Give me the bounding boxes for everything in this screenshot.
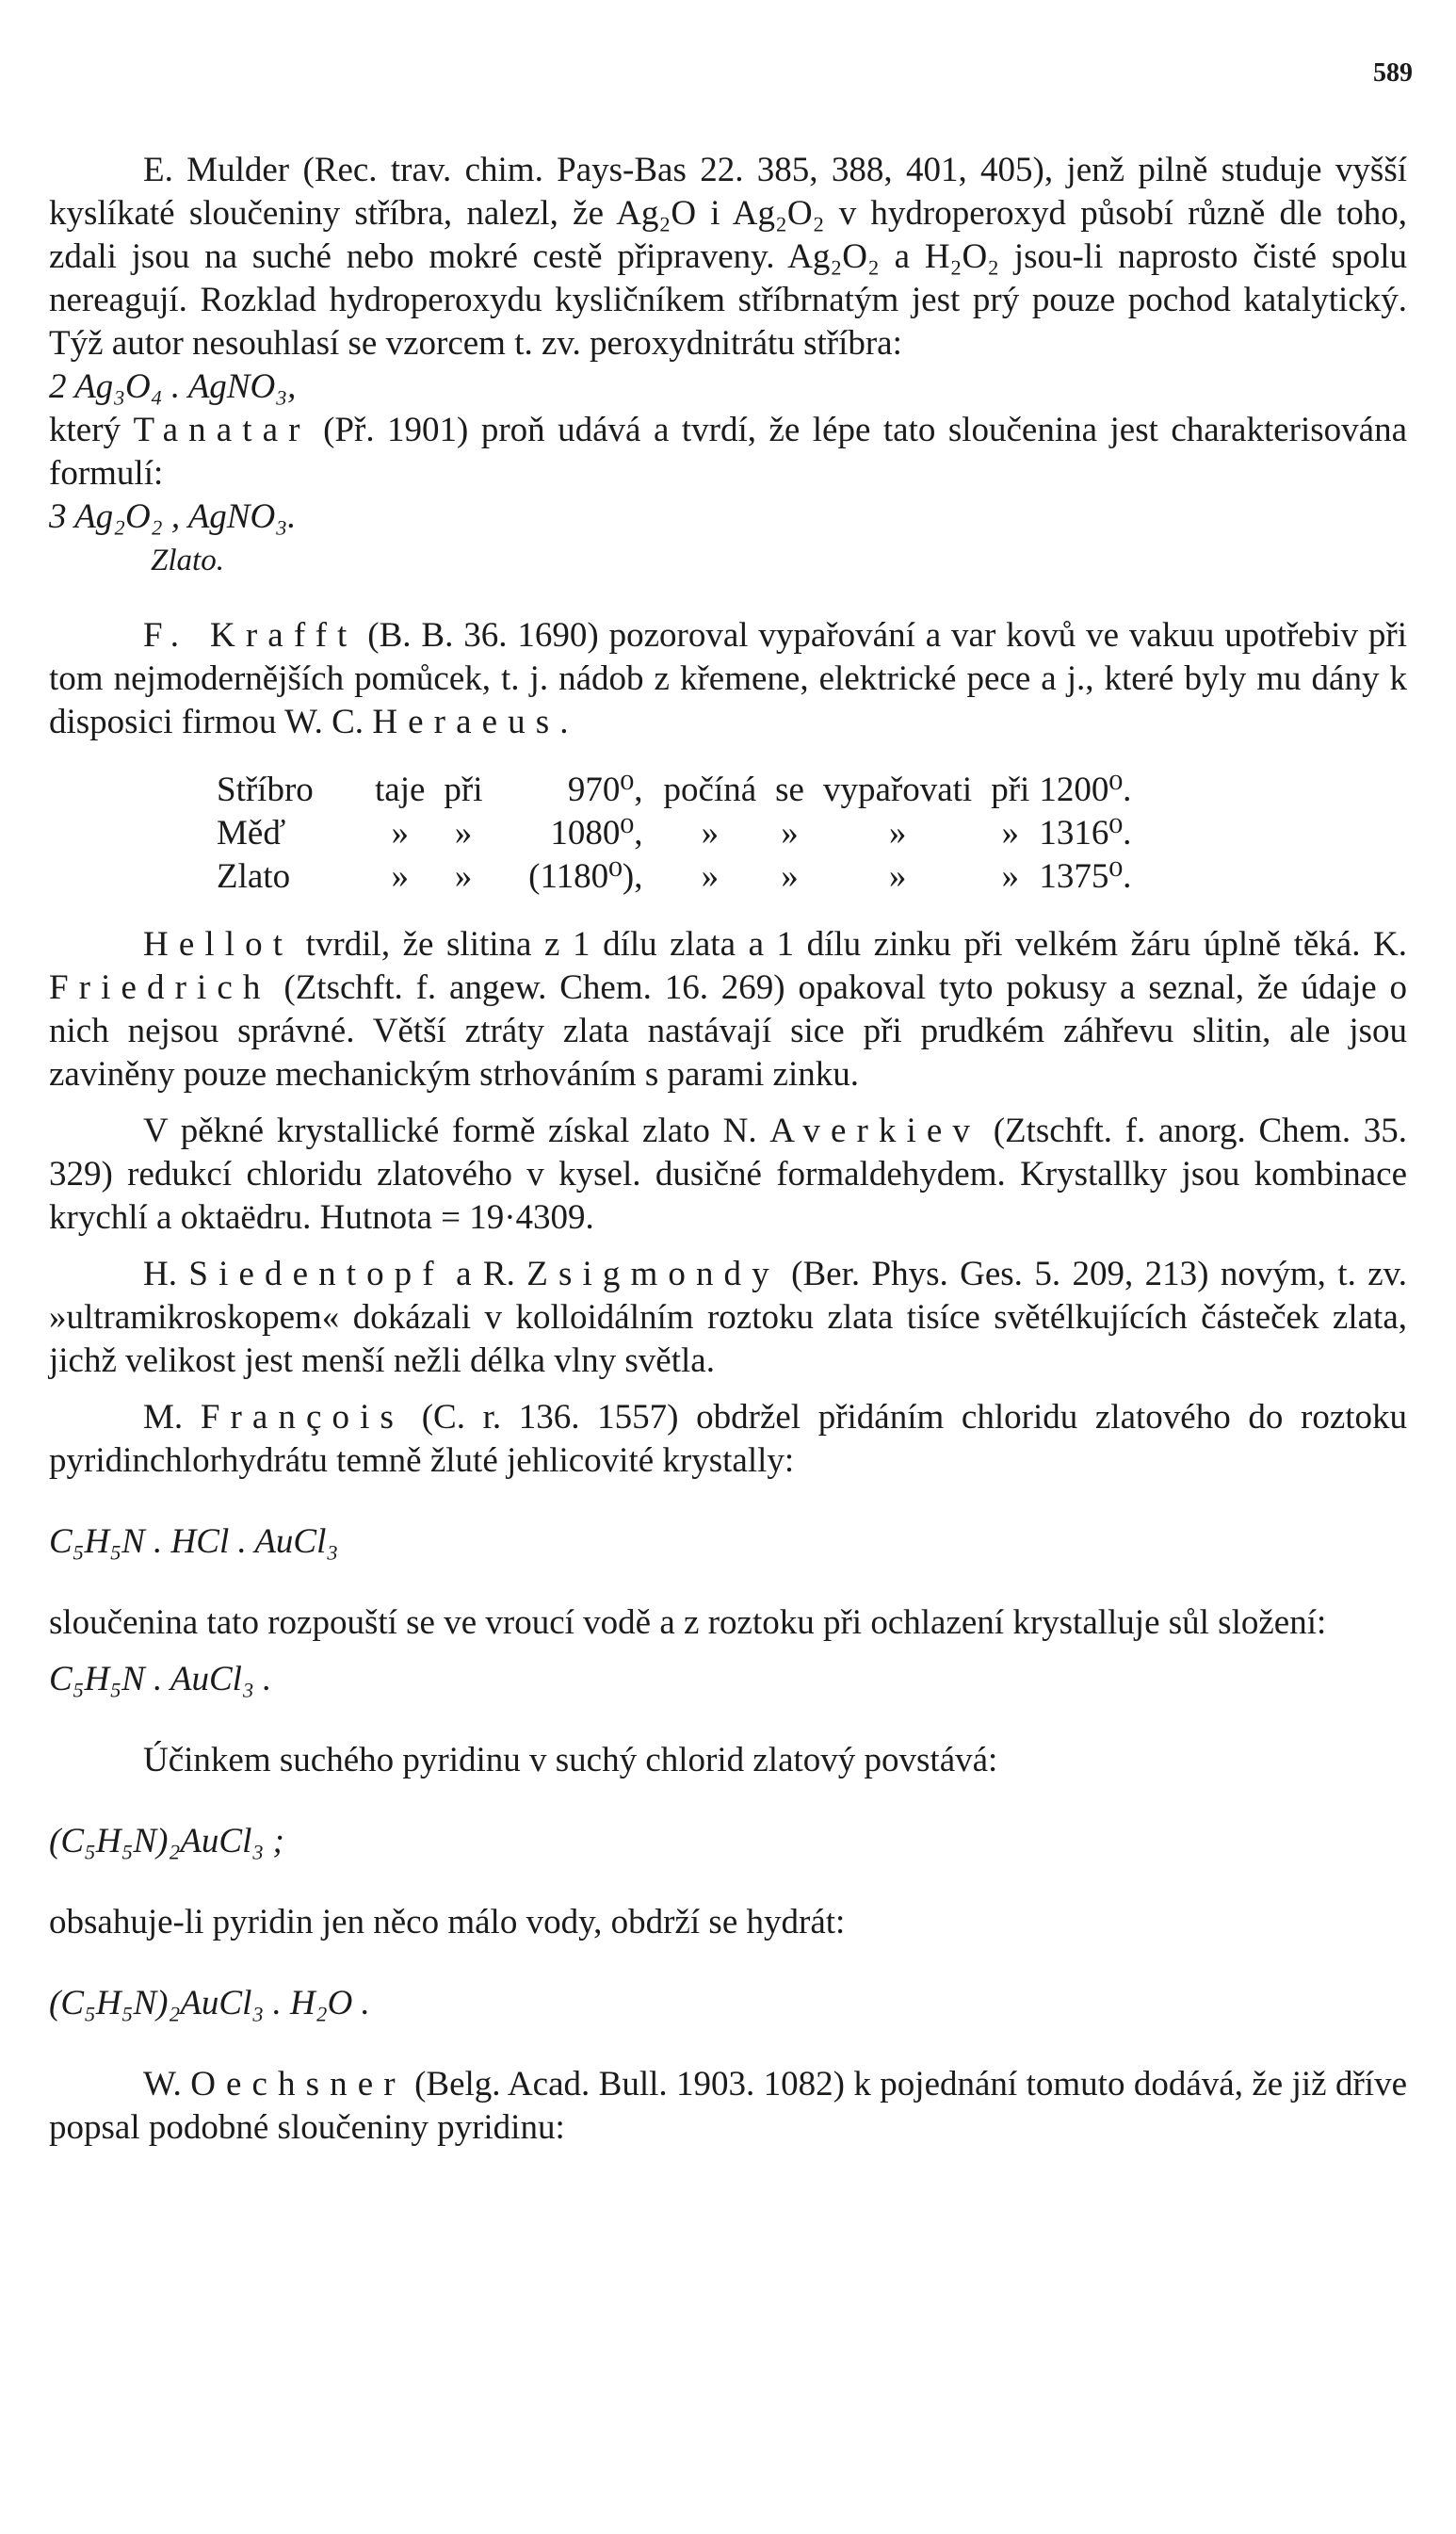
- page-number: 589: [1373, 58, 1413, 88]
- paragraph-krafft: [49, 614, 1407, 744]
- formula-dipyridine: (C₅H₅N)₂AuCl₃ ;: [49, 1822, 284, 1860]
- paragraph-hydrate: obsahuje-li pyridin jen něco málo vody, obdrží se hydrát:: [49, 1903, 846, 1941]
- paragraph-francois: M. François (C. r. 136. 1557) obdržel přidáním chloridu zlatového do roztoku pyridinchlorhydrátu temně žluté jehlicovité krystally:: [49, 1398, 1408, 1480]
- temperature-table: [217, 769, 1201, 899]
- paragraph-mulder: [49, 149, 1407, 365]
- author-name: Friedrich: [49, 968, 271, 1007]
- paragraph-text: (Rec. trav. chim. Pays-Bas 22. 385, 388, 401, 405), jenž pilně studuje vyšší kyslíkaté sloučeniny stříbra, nalezl, že Ag₂O i Ag₂O₂ v hydroperoxyd působí různě dle toho, zdali jsou na suché nebo mokré cestě připraveny. Ag₂O₂ a H₂O₂ jsou-li naprosto čisté spolu nereagují. Rozklad hydroperoxydu kysličníkem stříbrnatým jest prý pouze pochod katalytický. Týž autor nesouhlasí se vzorcem t. zv. peroxydnitrátu stříbra:: [49, 151, 1407, 363]
- author-name: F. Krafft: [143, 616, 358, 655]
- paragraph-tanatar: který Tanatar (Př. 1901) proň udává a tvrdí, že lépe tato sloučenina jest charakterisována formulí:: [49, 411, 1408, 493]
- section-heading: Zlato.: [151, 544, 224, 577]
- author-name: Tanatar: [133, 411, 311, 449]
- paragraph-hellot-friedrich: Hellot tvrdil, že slitina z 1 dílu zlata a 1 dílu zinku při velkém žáru úplně těká. K. Friedrich (Ztschft. f. angew. Chem. 16. 269) opakoval tyto pokusy a seznal, že údaje o nich nejsou správné. Větší ztráty zlata nastávají sice při prudkém záhřevu slitin, ale jsou zaviněny pouze mechanickým strhováním s parami zinku.: [49, 925, 1408, 1094]
- page-body: [49, 149, 1407, 2150]
- paragraph-dry-pyridine: Účinkem suchého pyridinu v suchý chlorid zlatový povstává:: [143, 1741, 998, 1779]
- paragraph-oechsner: W. Oechsner (Belg. Acad. Bull. 1903. 1082) k pojednání tomuto dodává, že již dříve popsal podobné sloučeniny pyridinu:: [49, 2065, 1407, 2147]
- company-name: Heraeus.: [372, 703, 579, 741]
- formula-peroxydnitrate: 2 Ag₃O₄ . AgNO₃,: [49, 367, 297, 406]
- paragraph-averkiev: V pěkné krystallické formě získal zlato N. Averkiev (Ztschft. f. anorg. Chem. 35. 329) redukcí chloridu zlatového v kysel. dusičné formaldehydem. Krystallky jsou kombinace krychlí a oktaëdru. Hutnota = 19·4309.: [49, 1112, 1408, 1237]
- author-name: François: [200, 1398, 405, 1437]
- formula-hydrate: (C₅H₅N)₂AuCl₃ . H₂O .: [49, 1984, 370, 2022]
- author-name: Oechsner: [190, 2065, 406, 2104]
- paragraph-siedentopf-zsigmondy: H. Siedentopf a R. Zsigmondy (Ber. Phys. Ges. 5. 209, 213) novým, t. zv. »ultramikroskopem« dokázali v kolloidálním roztoku zlata tisíce světélkujících částeček zlata, jichž velikost jest menší nežli délka vlny světla.: [49, 1255, 1408, 1380]
- table-row: Stříbro taje při 970⁰, počíná se vypařovati při 1200⁰.: [217, 771, 1132, 809]
- formula-pyridine-chlorhydrate: C₅H₅N . HCl . AuCl₃: [49, 1522, 339, 1561]
- paragraph-text: (B. B. 36. 1690) pozoroval vypařování a var kovů ve vakuu upotřebiv při tom nejmodernějších pomůcek, t. j. nádob z křemene, elektrické pece a j., které byly mu dány k disposici firmou W. C.: [49, 616, 1407, 741]
- table-row: Měď » » 1080⁰, » » » » 1316⁰.: [217, 814, 1132, 853]
- section-heading-row: [49, 539, 1407, 586]
- author-name: Siedentopf: [188, 1255, 445, 1293]
- paragraph-dissolution: sloučenina tato rozpouští se ve vroucí vodě a z roztoku při ochlazení krystalluje sůl složení:: [49, 1603, 1327, 1642]
- author-name: Hellot: [143, 925, 294, 964]
- paragraph-text: (Př. 1901) proň udává a tvrdí, že lépe tato sloučenina jest charakterisována formulí:: [49, 411, 1408, 493]
- author-name: E. Mulder: [143, 151, 290, 189]
- formula-tanatar: 3 Ag₂O₂ , AgNO₃.: [49, 497, 297, 536]
- author-name: Zsigmondy: [526, 1255, 780, 1293]
- author-name: Averkiev: [769, 1112, 980, 1150]
- table-row: Zlato » » (1180⁰), » » » » 1375⁰.: [217, 857, 1132, 896]
- formula-pyridine-salt: C₅H₅N . AuCl₃ .: [49, 1660, 272, 1698]
